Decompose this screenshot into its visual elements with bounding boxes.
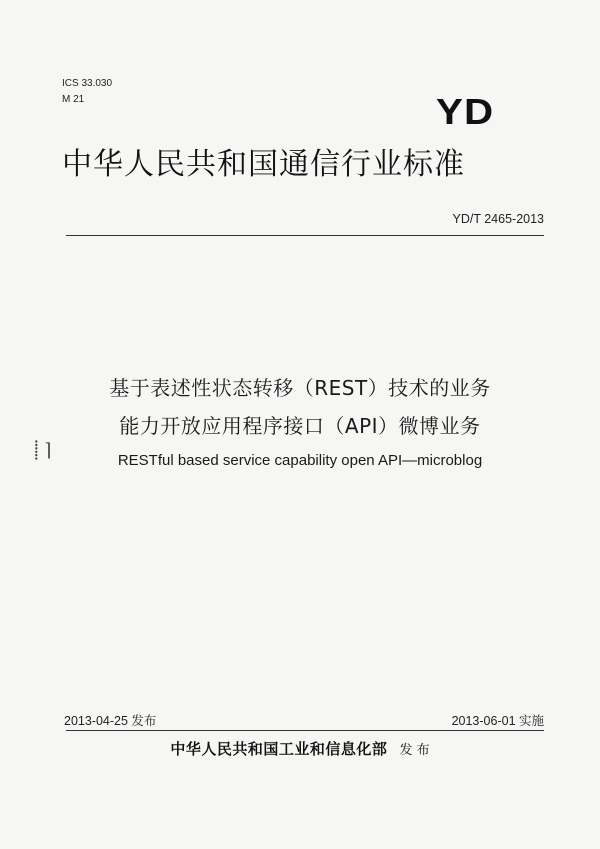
margin-mark: ⸽ ⌉ xyxy=(34,440,52,461)
publisher-line xyxy=(60,738,540,759)
bottom-divider xyxy=(66,730,544,731)
title-cn-line-2: 能力开放应用程序接口（API）微博业务 xyxy=(119,414,481,438)
category-code: M 21 xyxy=(62,94,85,105)
standard-number: YD/T 2465-2013 xyxy=(452,212,544,226)
ics-code: ICS 33.030 xyxy=(62,78,113,89)
implement-date: 2013-06-01 实施 xyxy=(451,714,544,728)
issuer-name: 中华人民共和国工业和信息化部 xyxy=(170,740,388,758)
top-divider xyxy=(66,235,544,236)
standard-name: 中华人民共和国通信行业标准 xyxy=(62,147,465,182)
title-en: RESTful based service capability open API—microblog xyxy=(117,452,483,469)
yd-logo: YD xyxy=(436,91,495,132)
classification-block xyxy=(62,76,112,108)
issue-label: 发 布 xyxy=(399,743,430,758)
title-cn-line-1: 基于表述性状态转移（REST）技术的业务 xyxy=(109,376,491,400)
issue-date: 2013-04-25 发布 xyxy=(64,714,157,728)
